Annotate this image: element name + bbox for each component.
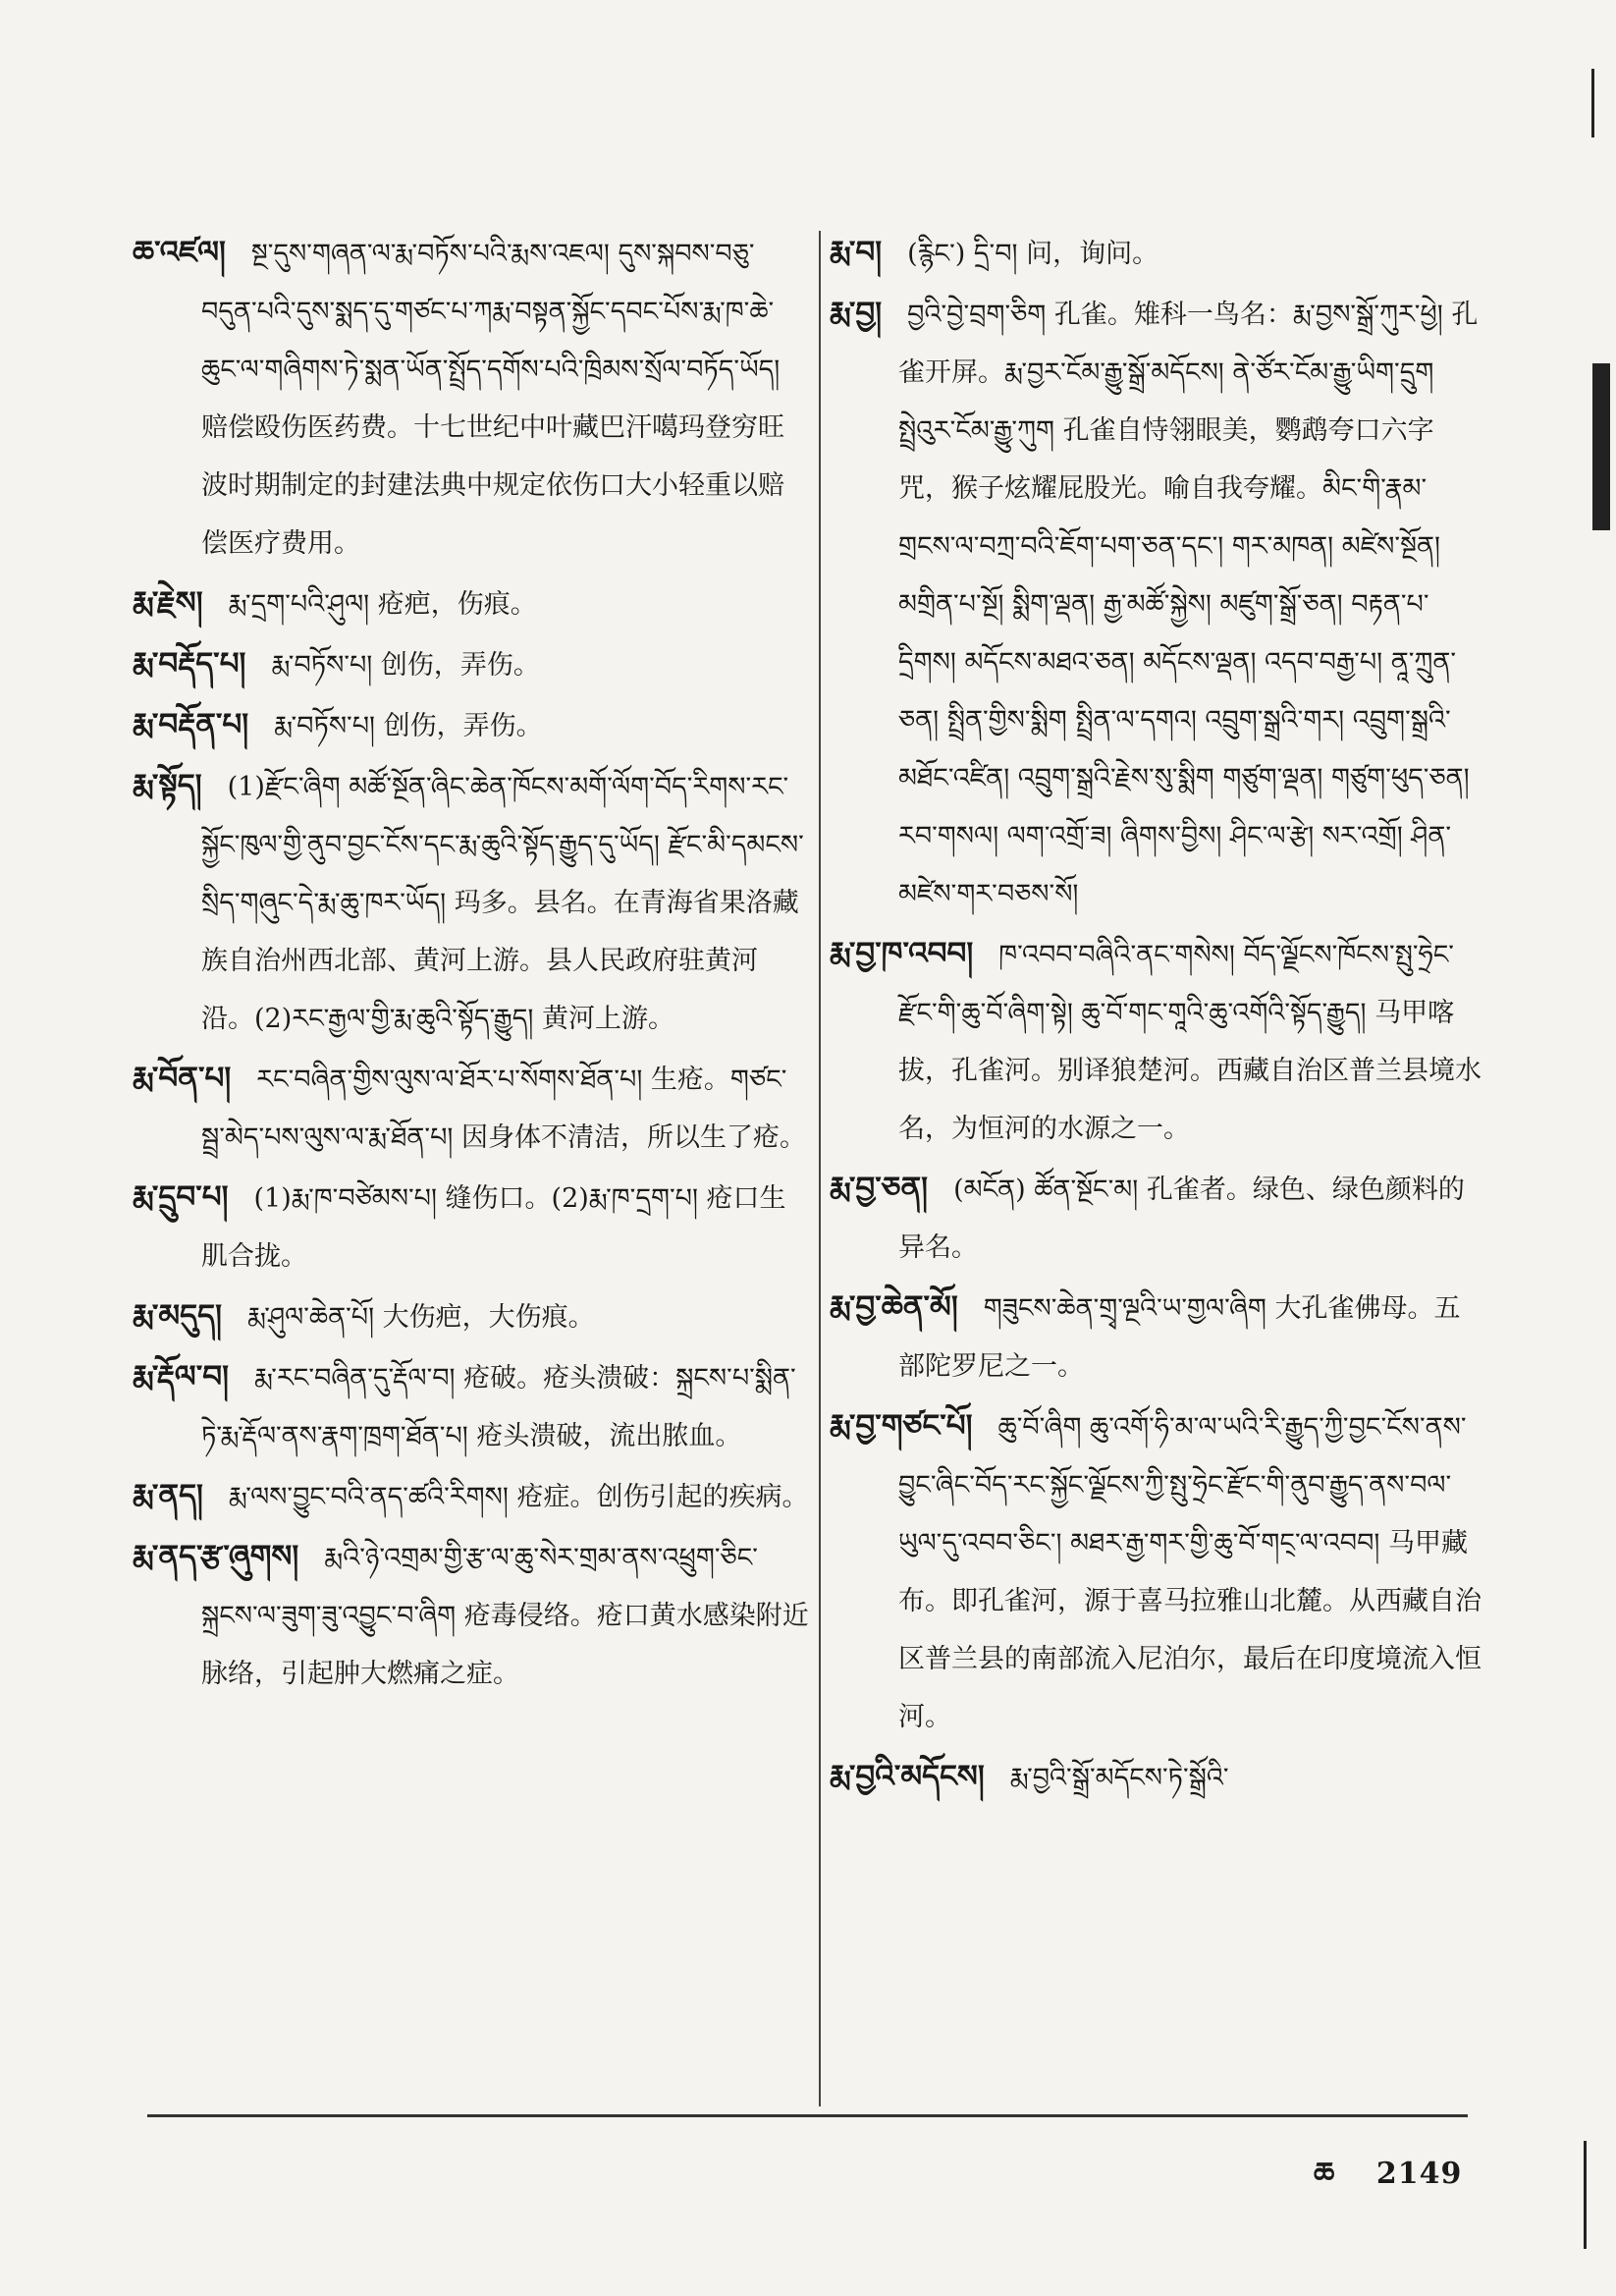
scan-margin-mark	[1591, 69, 1594, 137]
entry-headword: རྨ་ནད།	[133, 1478, 203, 1513]
entry-headword: རྨ་བྱ།	[830, 296, 883, 331]
dictionary-entry	[133, 1169, 810, 1285]
entry-headword: རྨ་རྡོལ་བ།	[133, 1359, 229, 1394]
dictionary-entry	[830, 1279, 1482, 1395]
entry-headword: རྨ་བོན་པ།	[133, 1061, 232, 1096]
dictionary-entry	[133, 1050, 810, 1167]
entry-definition: རྨ་རང་བཞིན་དུ་རྡོལ་བ། 疮破。疮头溃破：སྐྲངས་པ་སྨིན་ཏེ་རྨ་རྡོལ་ནས་རྣག་ཁྲག་ཐོན་པ། 疮头溃破，流出脓血。	[201, 1363, 796, 1451]
entry-headword: རྨ་བྱའི་མདོངས།	[830, 1759, 985, 1794]
entry-headword: རྨ་བྱ་གཙང་པོ།	[830, 1408, 973, 1444]
page-folio	[1314, 2141, 1462, 2223]
dictionary-entry	[133, 696, 810, 755]
entry-definition: རྨ་བཏོས་པ། 创伤，弄伤。	[274, 711, 543, 741]
entry-definition: རྨ་ལས་བྱུང་བའི་ནད་ཚའི་རིགས། 疮症。创伤引起的疾病。	[228, 1482, 809, 1512]
entry-definition: གཟུངས་ཆེན་གྲྭ་ལྔའི་ཡ་གྱལ་ཞིག 大孔雀佛母。五部陀罗尼之一。	[898, 1293, 1461, 1382]
entry-headword: རྨ་བྱ་ཁ་འབབ།	[830, 936, 974, 971]
entry-headword: རྨ་བརྡོན་པ།	[133, 707, 249, 742]
footer-rule	[147, 2114, 1468, 2117]
scan-margin-mark	[1592, 363, 1610, 530]
dictionary-entry	[133, 635, 810, 694]
entry-headword: རྨ་བྱ་ཅན།	[830, 1171, 929, 1206]
entry-headword: རྨ་བྱ་ཆེན་མོ།	[830, 1289, 958, 1325]
dictionary-entry	[830, 285, 1482, 923]
folio-letter: ཆ	[1314, 2157, 1336, 2191]
dictionary-entry	[133, 757, 810, 1048]
entry-definition: རྨའི་ཉེ་འགྲམ་གྱི་རྩ་ལ་ཆུ་སེར་གྲམ་ནས་འཕྲུག་ཅིང་སྐྲངས་ལ་ཟུག་ཟུ་འབྱུང་བ་ཞིག 疮毒侵络。疮口黄水感染附近脉络，引起肿大燃痛之症。	[201, 1543, 809, 1689]
dictionary-entry	[133, 1467, 810, 1526]
entry-definition: ཁ་འབབ་བཞིའི་ནང་གསེས། བོད་ལྗོངས་ཁོངས་སྤུ་ཧྲེང་རྫོང་གི་ཆུ་བོ་ཞིག་སྟེ། ཆུ་བོ་གང་གཱའི་ཆུ་འགོའི་སྟོད་རྒྱུད། 马甲喀拔，孔雀河。别译狼楚河。西藏自治区普兰县境水名，为恒河的水源之一。	[898, 940, 1481, 1144]
dictionary-entry	[133, 1348, 810, 1465]
dictionary-entry	[830, 224, 1482, 283]
entry-headword: རྨ་བ།	[830, 235, 883, 270]
entry-definition: (1)རྫོང་ཞིག མཚོ་སྔོན་ཞིང་ཆེན་ཁོངས་མགོ་ལོག་བོད་རིགས་རང་སྐྱོང་ཁུལ་གྱི་ནུབ་བྱང་ངོས་དང་རྨ་ཆུའི་སྟོད་རྒྱུད་དུ་ཡོད། རྫོང་མི་དམངས་སྲིད་གཞུང་དེ་རྨ་ཆུ་ཁར་ཡོད། 玛多。县名。在青海省果洛藏族自治州西北部、黄河上游。县人民政府驻黄河沿。(2)རང་རྒྱལ་གྱི་རྨ་ཆུའི་སྟོད་རྒྱུད། 黄河上游。	[201, 772, 804, 1034]
column-divider	[819, 231, 821, 2106]
entry-headword: རྨ་མདུད།	[133, 1298, 222, 1334]
entry-headword: རྨ་བརྡོད་པ།	[133, 646, 246, 682]
dictionary-entry	[830, 925, 1482, 1158]
left-column	[133, 224, 810, 1705]
entry-definition: རྨ་བྱའི་སྒྲོ་མདོངས་ཏེ་སྒྲོའི་	[1009, 1763, 1229, 1793]
entry-definition: རྨ་བཏོས་པ། 创伤，弄伤。	[271, 650, 540, 681]
right-column	[830, 224, 1482, 1809]
dictionary-entry	[133, 1528, 810, 1703]
entry-definition: ཆུ་བོ་ཞིག ཆུ་འགོ་ཧི་མ་ལ་ཡའི་རི་རྒྱུད་ཀྱི་བྱང་ངོས་ནས་བྱུང་ཞིང་བོད་རང་སྐྱོང་ལྗོངས་ཀྱི་སྤུ་ཧྲེང་རྫོང་གི་ནུབ་རྒྱུད་ནས་བལ་ཡུལ་དུ་འབབ་ཅིང་། མཐར་རྒྱ་གར་གྱི་ཆུ་བོ་གང྄་ལ་འབབ། 马甲藏布。即孔雀河，源于喜马拉雅山北麓。从西藏自治区普兰县的南部流入尼泊尔，最后在印度境流入恒河。	[898, 1412, 1481, 1732]
entry-headword: རྨ་རྗེས།	[133, 585, 203, 621]
entry-definition: རྨ་དྲག་པའི་ཤུལ། 疮疤，伤痕。	[228, 589, 537, 620]
dictionary-entry	[133, 574, 810, 633]
entry-headword: རྨ་ནད་རྩ་ཞུགས།	[133, 1539, 299, 1574]
scan-margin-mark	[1584, 2141, 1587, 2249]
entry-definition: སྔ་དུས་གཞན་ལ་རྨ་བཏོས་པའི་རྨས་འཇལ། དུས་སྐབས་བཅུ་བདུན་པའི་དུས་སྨད་དུ་གཙང་པ་ཀརྨ་བསྟན་སྐྱོང་དབང་པོས་རྨ་ཁ་ཆེ་ཆུང་ལ་གཞིགས་ཏེ་སྨན་ཡོན་སྤྲོད་དགོས་པའི་ཁྲིམས་སྲོལ་བཏོད་ཡོད། 赔偿殴伤医药费。十七世纪中叶藏巴汗噶玛登穷旺波时期制定的封建法典中规定依伤口大小轻重以赔偿医疗费用。	[201, 239, 784, 559]
dictionary-entry	[830, 1748, 1482, 1807]
entry-definition: (1)རྨ་ཁ་བཙེམས་པ། 缝伤口。(2)རྨ་ཁ་དྲག་པ། 疮口生肌合拢。	[201, 1183, 786, 1272]
dictionary-entry	[830, 1397, 1482, 1746]
entry-headword: རྨ་དྲུབ་པ།	[133, 1179, 229, 1215]
entry-definition: (རྙིང་) དྲི་བ། 问，询问。	[907, 239, 1159, 269]
entry-definition: བྱའི་བྱེ་བྲག་ཅིག 孔雀。雉科一鸟名：རྨ་བྱས་སྒྲོ་ཀུར་ཕྱེ། 孔雀开屏。རྨ་བྱར་ངོམ་རྒྱུ་སྒྲོ་མདོངས། ནེ་ཙོར་ངོམ་རྒྱུ་ཡིག་དྲུག སྤྲེའུར་ངོམ་རྒྱུ་ཀུག 孔雀自恃翎眼美，鹦鹉夸口六字咒，猴子炫耀屁股光。喻自我夸耀。མིང་གི་རྣམ་གྲངས་ལ་བཀྲ་བའི་ཇོག་པག་ཅན་དང་། གར་མཁན། མཛེས་སྔོན། མགྲིན་པ་སྔོ། སྨིག་ལྡན། རྒྱ་མཚོ་སྐྱེས། མཛུག་སྒྲོ་ཅན། བརྟན་པ་དྲིགས། མདོངས་མཐའ་ཅན། མདོངས་ལྡན། འདབ་བརྒྱ་པ། ནཱ་ཀྲུན་ཅན། སྤྲིན་གྱིས་སྨིག སྤྲིན་ལ་དགའ། འབྲུག་སྒྲའི་གར། འབྲུག་སྒྲའི་མཐོང་འཛིན། འབྲུག་སྒྲའི་རྗེས་སུ་སྨིག གཙུག་ལྡན། གཙུག་ཕུད་ཅན། རབ་གསལ། ལག་འགྲོ་ཟ། ཞིགས་བྱིས། ཤིང་ལ་རྩེ། སར་འགྲོ། ཤིན་མཛེས་གར་བཅས་སོ།	[898, 300, 1479, 909]
entry-definition: (མངོན) ཚོན་སྔོང་མ། 孔雀者。绿色、绿色颜料的异名。	[898, 1175, 1465, 1263]
dictionary-entry	[830, 1160, 1482, 1277]
page-number: 2149	[1375, 2157, 1463, 2191]
entry-definition: རང་བཞིན་གྱིས་ལུས་ལ་ཐོར་པ་སོགས་ཐོན་པ། 生疮。གཙང་སྦྲ་མེད་པས་ལུས་ལ་རྨ་ཐོན་པ། 因身体不清洁，所以生了疮。	[201, 1065, 806, 1153]
entry-headword: རྨ་སྟོད།	[133, 768, 202, 803]
dictionary-entry	[133, 224, 810, 573]
entry-definition: རྨ་ཤུལ་ཆེན་པོ། 大伤疤，大伤痕。	[246, 1302, 595, 1333]
entry-headword: ཆ་འཛལ།	[133, 235, 226, 270]
dictionary-entry	[133, 1287, 810, 1346]
